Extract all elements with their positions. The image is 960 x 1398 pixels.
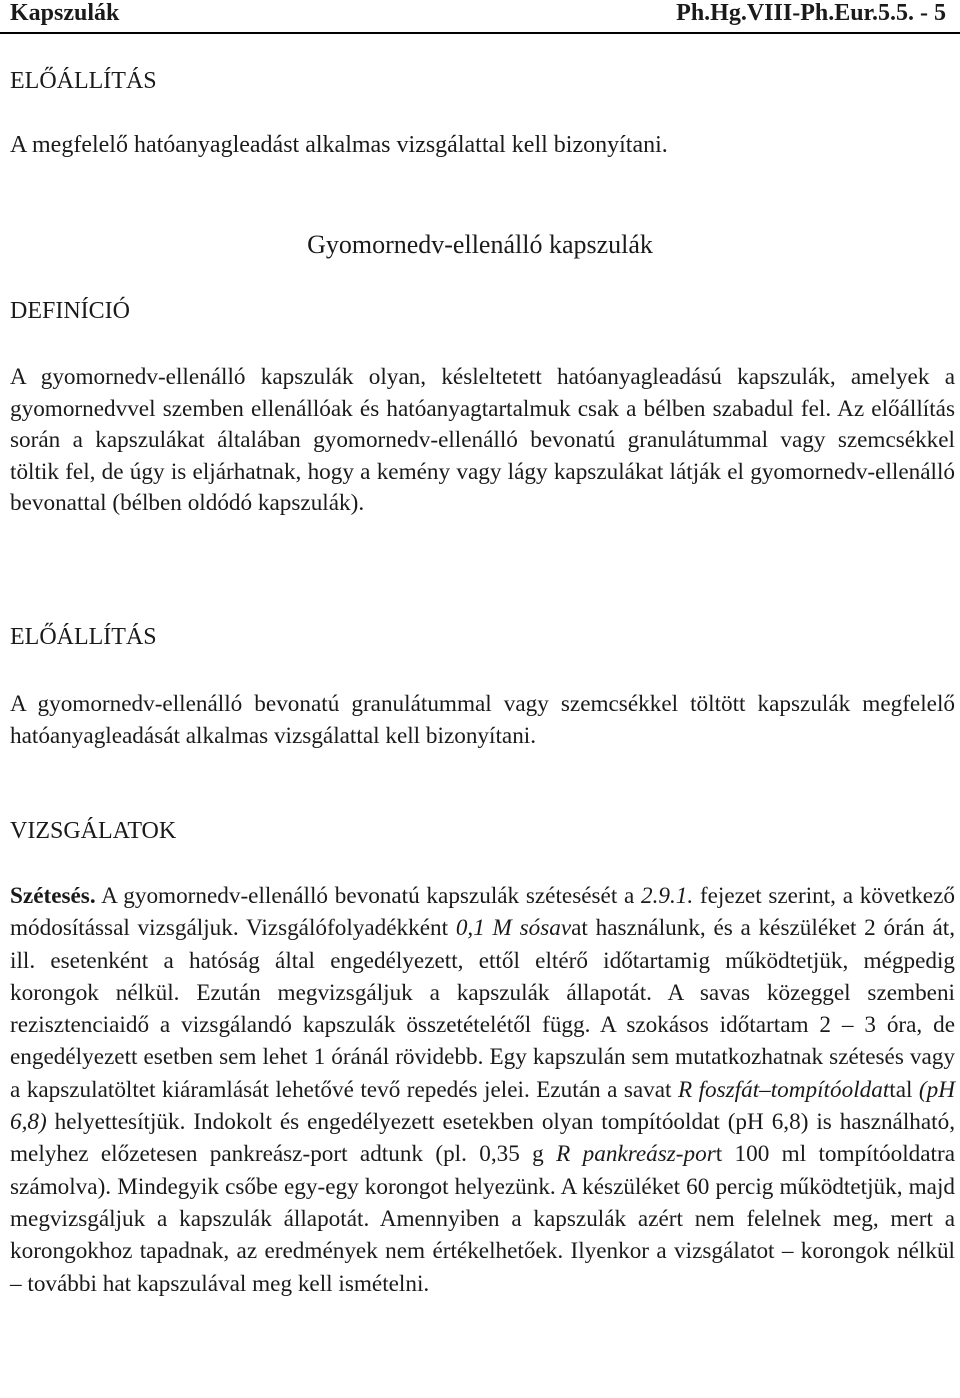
chapter-reference: 2.9.1. — [641, 883, 694, 909]
text-run: A gyomornedv-ellenálló bevonatú kapszulák szétesését a — [95, 883, 641, 909]
text-run: at használunk, és a készüléket 2 órán át, ill. esetenként a hatóság által engedélyezett, ettől eltérő időtartamig működtetjük, mégpedig korongok nélkül. Ezután megvizsgáljuk a kapszulák állapotát. A savas közeggel szembeni rezisztenciaidő a vizsgálandó kapszulák összetételétől függ. A szokásos időtartam 2 – 3 óra, de engedélyezett esetben sem lehet 1 óránál rövidebb. Egy kapszulán sem mutatkozhatnak szétesés vagy a kapszulatöltet kiáramlását lehetővé tevő repedés jelei. Ezután a savat — [10, 915, 956, 1103]
preparation-text: A megfelelő hatóanyagleadást alkalmas vizsgálattal kell bizonyítani. — [10, 132, 668, 158]
preparation-2-text: A gyomornedv-ellenálló bevonatú granulátummal vagy szemcsékkel töltött kapszulák megfelelő hatóanyagleadását alkalmas vizsgálattal kell bizonyítani. — [10, 691, 955, 749]
page-header — [0, 0, 960, 34]
disintegration-lead: Szétesés. — [10, 883, 96, 909]
section-heading-definition: DEFINÍCIÓ — [10, 298, 130, 324]
section-heading-preparation: ELŐÁLLÍTÁS — [10, 68, 157, 94]
text-run: tal — [889, 1076, 919, 1103]
header-reference: Ph.Hg.VIII-Ph.Eur.5.5. - 5 — [676, 0, 946, 26]
header-title: Kapszulák — [10, 0, 120, 26]
section-heading-preparation-2: ELŐÁLLÍTÁS — [10, 624, 157, 650]
disintegration-paragraph — [10, 880, 955, 1300]
monograph-title: Gyomornedv-ellenálló kapszulák — [307, 230, 653, 259]
reagent-name: 0,1 M sósav — [455, 915, 572, 942]
text-run: t 100 ml tompítóoldatra számolva). Mindegyik csőbe egy-egy korongot helyezünk. A készüléket 60 percig működtetjük, majd megvizsgáljuk a kapszulák állapotát. Amennyiben a kapszulák azért nem felelnek meg, mert a korongokhoz tapadnak, az eredmények nem értékelhetőek. Ilyenkor a vizsgálatot – korongok nélkül – további hat kapszulával meg kell ismételni. — [10, 1141, 956, 1297]
section-heading-tests: VIZSGÁLATOK — [10, 818, 177, 844]
ph-value: (pH 6,8) — [10, 1076, 955, 1136]
text-run: helyettesítjük. Indokolt és engedélyezett esetekben olyan tompítóoldat (pH 6,8) is használható, melyhez előzetesen pankreász-port adtunk (pl. 0,35 g — [10, 1109, 955, 1168]
reagent-name: R foszfát–tompítóoldat — [677, 1076, 890, 1103]
reagent-name: R pankreász-por — [556, 1141, 716, 1168]
text-run: fejezet szerint, a következő módosítással vizsgáljuk. Vizsgálófolyadékként — [10, 883, 955, 942]
definition-text: A gyomornedv-ellenálló kapszulák olyan, késleltetett hatóanyagleadású kapszulák, amelyek a gyomornedvvel szemben ellenállóak és hatóanyagtartalmuk csak a bélben szabadul fel. Az előállítás során a kapszulákat általában gyomornedv-ellenálló bevonatú granulátummal vagy szemcsékkel töltik fel, de úgy is eljárhatnak, hogy a kemény vagy lágy kapszulákat látják el gyomornedv-ellenálló bevonattal (bélben oldódó kapszulák). — [10, 364, 955, 516]
